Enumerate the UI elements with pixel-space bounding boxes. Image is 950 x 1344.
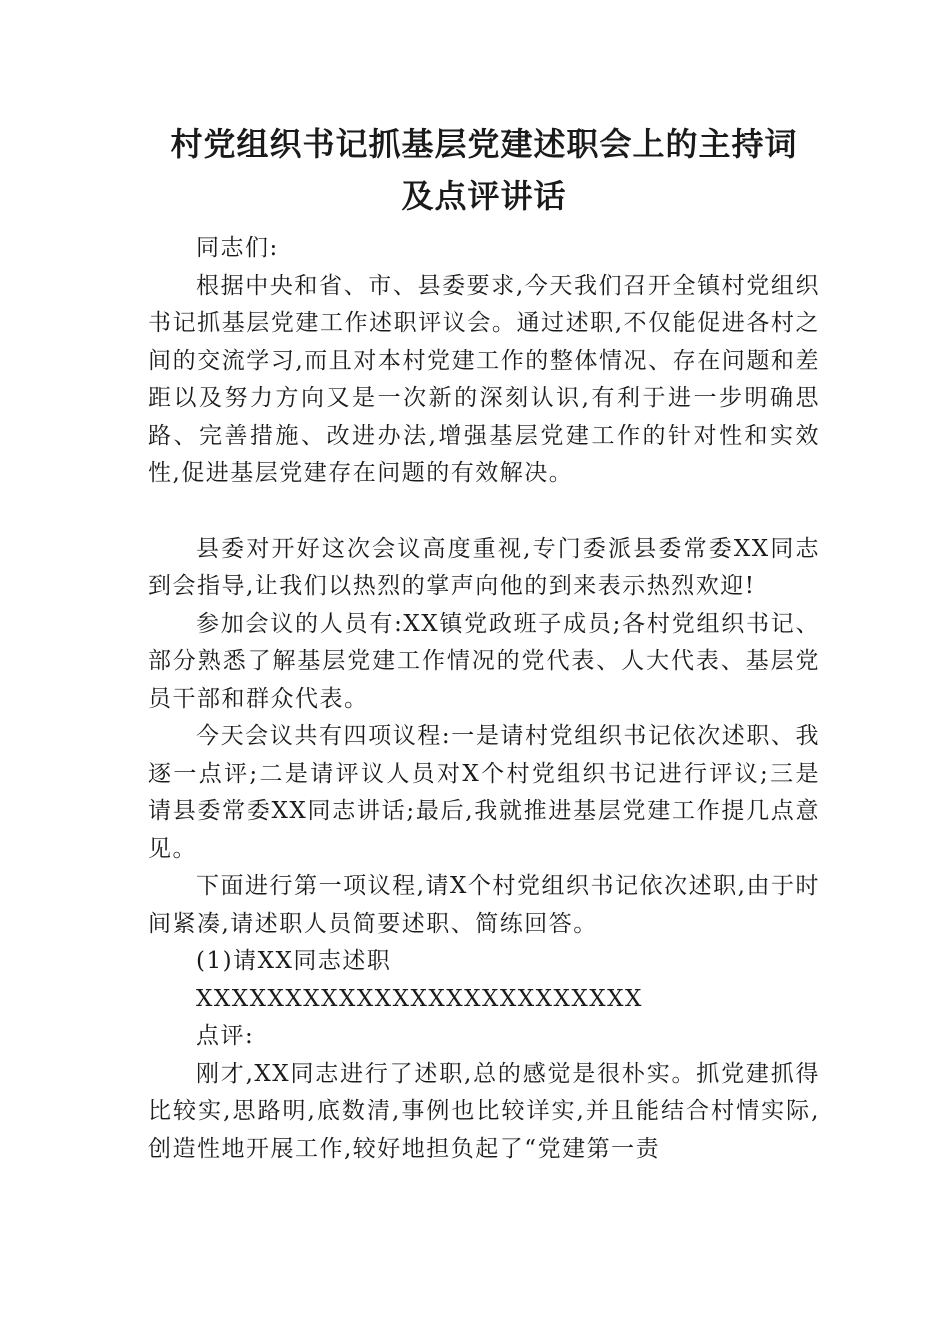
blank-line bbox=[148, 493, 820, 531]
comment-label: 点评: bbox=[196, 1023, 255, 1049]
paragraph-intro: 根据中央和省、市、县委要求,今天我们召开全镇村党组织书记抓基层党建工作述职评议会。通过述职,不仅能促进各村之间的交流学习,而且对本村党建工作的整体情况、存在问题和差距以及努力方向又是一次新的深刻认识,有利于进一步明确思路、完善措施、改进办法,增强基层党建工作的针对性和实效性,促进基层党建存在问题的有效解决。 bbox=[148, 272, 820, 486]
document-page bbox=[148, 118, 820, 1168]
paragraph-comment: 刚才,XX同志进行了述职,总的感觉是很朴实。抓党建抓得比较实,思路明,底数清,事例也比较详实,并且能结合村情实际,创造性地开展工作,较好地担负起了“党建第一责 bbox=[148, 1060, 820, 1162]
placeholder-line: XXXXXXXXXXXXXXXXXXXXXXXXX bbox=[196, 985, 643, 1012]
paragraph-welcome: 县委对开好这次会议高度重视,专门委派县委常委XX同志到会指导,让我们以热烈的掌声向他的到来表示热烈欢迎! bbox=[148, 535, 820, 599]
item-one-heading: (1)请XX同志述职 bbox=[196, 948, 392, 974]
salutation: 同志们: bbox=[196, 235, 279, 261]
paragraph-attendees: 参加会议的人员有:XX镇党政班子成员;各村党组织书记、部分熟悉了解基层党建工作情况的党代表、人大代表、基层党员干部和群众代表。 bbox=[148, 610, 820, 712]
title-line-1: 村党组织书记抓基层党建述职会上的主持词 bbox=[170, 125, 798, 163]
paragraph-agenda: 今天会议共有四项议程:一是请村党组织书记依次述职、我逐一点评;二是请评议人员对X个村党组织书记进行评议;三是请县委常委XX同志讲话;最后,我就推进基层党建工作提几点意见。 bbox=[148, 723, 820, 862]
document-title bbox=[148, 118, 820, 222]
paragraph-first-item: 下面进行第一项议程,请X个村党组织书记依次述职,由于时间紧凑,请述职人员简要述职、简练回答。 bbox=[148, 873, 820, 937]
title-line-2: 及点评讲话 bbox=[401, 177, 567, 215]
